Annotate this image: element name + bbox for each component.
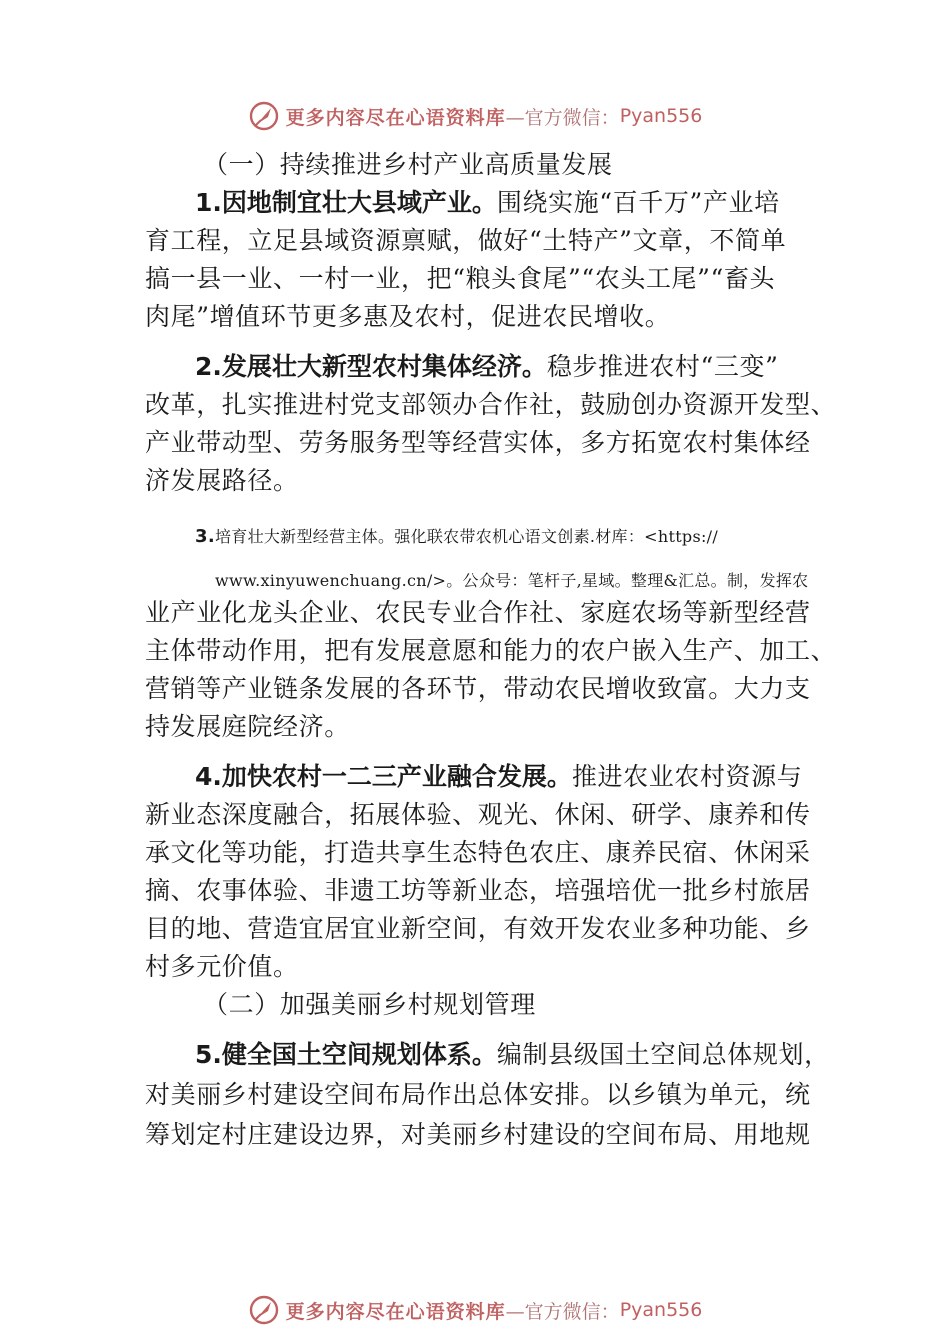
- item-3-small-line-2: www.xinyuwenchuang.cn/>。公众号：笔杆子,星域。整理&汇总。制，发挥农: [215, 571, 809, 590]
- paragraph-line: 筹划定村庄建设边界，对美丽乡村建设的空间布局、用地规: [145, 1120, 811, 1149]
- item-1-lead: 1.因地制宜壮大县域产业。: [195, 188, 497, 217]
- paragraph-line: 村多元价值。: [145, 952, 299, 981]
- item-5-text: 编制县级国土空间总体规划，: [496, 1040, 830, 1069]
- paragraph-line: 目的地、营造宜居宜业新空间，有效开发农业多种功能、乡: [145, 914, 811, 943]
- item-3-small-line-1: [145, 526, 810, 548]
- watermark-separator: —官方微信：: [505, 106, 620, 129]
- paragraph-line: 持发展庭院经济。: [145, 712, 350, 741]
- paragraph-2-line-1: [145, 348, 810, 386]
- item-4-text: 推进农业农村资源与: [571, 762, 803, 791]
- section-heading-2: （二）加强美丽乡村规划管理: [203, 990, 536, 1019]
- paragraph-line: 育工程，立足县域资源禀赋，做好“土特产”文章，不简单: [145, 226, 787, 255]
- paragraph-line: 摘、农事体验、非遗工坊等新业态，培强培优一批乡村旅居: [145, 876, 811, 905]
- document-body: [145, 146, 837, 1154]
- paragraph-line: 改革，扎实推进村党支部领办合作社，鼓励创办资源开发型、: [145, 390, 837, 419]
- section-heading-1: （一）持续推进乡村产业高质量发展: [203, 150, 613, 179]
- quill-logo-icon: [248, 1294, 280, 1326]
- paragraph-line: 肉尾”增值环节更多惠及农村，促进农民增收。: [145, 302, 671, 331]
- item-3-small-text: 培育壮大新型经营主体。强化联农带农机心语文创素.材库：<https://: [214, 527, 719, 546]
- paragraph-line: 业产业化龙头企业、农民专业合作社、家庭农场等新型经营: [145, 598, 811, 627]
- paragraph-1-line-1: [145, 184, 810, 222]
- paragraph-line: 新业态深度融合，拓展体验、观光、休闲、研学、康养和传: [145, 800, 811, 829]
- item-4-lead: 4.加快农村一二三产业融合发展。: [195, 762, 572, 791]
- watermark-handle: Pyan556: [619, 105, 703, 127]
- item-5-lead: 5.健全国土空间规划体系。: [195, 1040, 497, 1069]
- quill-logo-icon: [248, 100, 280, 132]
- paragraph-line: 济发展路径。: [145, 466, 299, 495]
- paragraph-line: 承文化等功能，打造共享生态特色农庄、康养民宿、休闲采: [145, 838, 811, 867]
- item-2-text: 稳步推进农村“三变”: [546, 352, 779, 381]
- item-3-number: 3.: [195, 526, 215, 547]
- item-1-text: 围绕实施“百千万”产业培: [496, 188, 780, 217]
- paragraph-4-line-1: [145, 758, 810, 796]
- watermark-text: 更多内容尽在心语资料库: [285, 1300, 506, 1323]
- watermark-separator: —官方微信：: [505, 1300, 620, 1323]
- paragraph-line: 主体带动作用，把有发展意愿和能力的农户嵌入生产、加工、: [145, 636, 837, 665]
- paragraph-line: 产业带动型、劳务服务型等经营实体，多方拓宽农村集体经: [145, 428, 811, 457]
- paragraph-5-line-1: [145, 1036, 830, 1074]
- header-watermark: [0, 96, 950, 136]
- paragraph-line: 搞一县一业、一村一业，把“粮头食尾”“农头工尾”“畜头: [145, 264, 776, 293]
- item-2-lead: 2.发展壮大新型农村集体经济。: [195, 352, 547, 381]
- paragraph-line: 对美丽乡村建设空间布局作出总体安排。以乡镇为单元，统: [145, 1080, 811, 1109]
- watermark-text: 更多内容尽在心语资料库: [285, 106, 506, 129]
- watermark-handle: Pyan556: [619, 1299, 703, 1321]
- paragraph-line: 营销等产业链条发展的各环节，带动农民增收致富。大力支: [145, 674, 811, 703]
- footer-watermark: [0, 1290, 950, 1330]
